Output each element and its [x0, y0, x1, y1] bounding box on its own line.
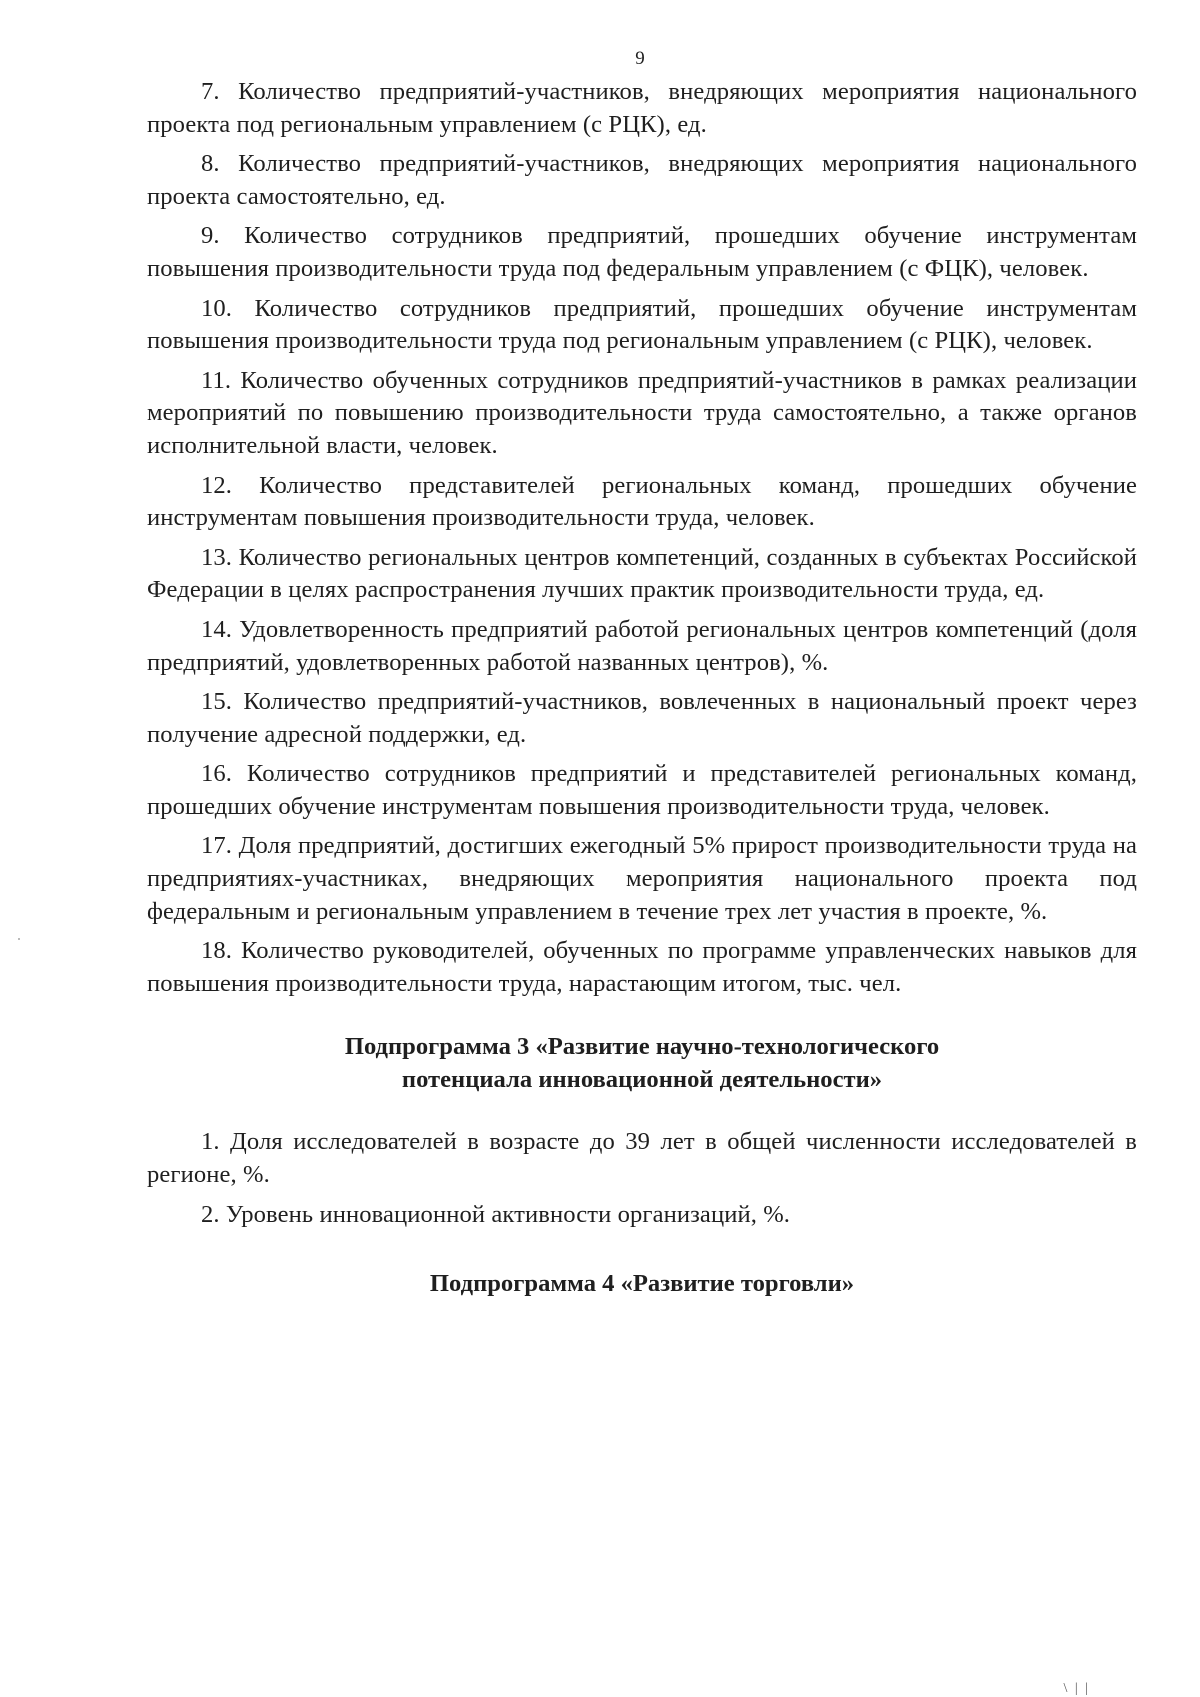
- subprogram-3-title-line-2: потенциала инновационной деятельности»: [401, 1066, 883, 1094]
- subprogram-3-item-2: 2. Уровень инновационной активности организаций, %.: [201, 1200, 791, 1228]
- paragraph-item-15: 15. Количество предприятий-участников, вовлеченных в национальный проект через получение адресной поддержки, ед.: [147, 688, 1137, 748]
- paragraph-item-9: 9. Количество сотрудников предприятий, прошедших обучение инструментам повышения производительности труда под федеральным управлением (с ФЦК), человек.: [147, 222, 1137, 282]
- document-body: [147, 76, 1137, 1300]
- paragraph-item-8: 8. Количество предприятий-участников, внедряющих мероприятия национального проекта самостоятельно, ед.: [147, 150, 1137, 210]
- paragraph-item-10: 10. Количество сотрудников предприятий, прошедших обучение инструментам повышения производительности труда под региональным управлением (с РЦК), человек.: [147, 294, 1137, 355]
- paragraph-item-12: 12. Количество представителей региональных команд, прошедших обучение инструментам повышения производительности труда, человек.: [147, 471, 1137, 532]
- page-number: 9: [635, 48, 645, 69]
- paragraph-item-17: 17. Доля предприятий, достигших ежегодный 5% прирост производительности труда на предприятиях-участниках, внедряющих мероприятия национального проекта под федеральным и региональным управлением в течение трех лет участия в проекте, %.: [147, 832, 1137, 925]
- subprogram-4-heading: Подпрограмма 4 «Развитие торговли»: [429, 1270, 855, 1298]
- paragraph-item-13: 13. Количество региональных центров компетенций, созданных в субъектах Российской Федерации в целях распространения лучших практик производительности труда, ед.: [147, 543, 1137, 604]
- subprogram-3-heading: [147, 1030, 1137, 1096]
- subprogram-3-item-1: 1. Доля исследователей в возрасте до 39 лет в общей численности исследователей в регионе, %.: [147, 1128, 1137, 1189]
- paragraph-item-16: 16. Количество сотрудников предприятий и представителей региональных команд, прошедших обучение инструментам повышения производительности труда, человек.: [147, 760, 1137, 820]
- paragraph-item-18: 18. Количество руководителей, обученных по программе управленческих навыков для повышения производительности труда, нарастающим итогом, тыс. чел.: [147, 937, 1137, 997]
- scan-artifact-mark: \ | |: [1063, 1681, 1090, 1696]
- paragraph-item-7: 7. Количество предприятий-участников, внедряющих мероприятия национального проекта под региональным управлением (с РЦК), ед.: [147, 78, 1137, 138]
- paragraph-item-14: 14. Удовлетворенность предприятий работой региональных центров компетенций (доля предприятий, удовлетворенных работой названных центров), %.: [147, 615, 1137, 676]
- subprogram-3-title-line-1: Подпрограмма 3 «Развитие научно-технологического: [344, 1033, 940, 1061]
- paragraph-item-11: 11. Количество обученных сотрудников предприятий-участников в рамках реализации мероприятий по повышению производительности труда самостоятельно, а также органов исполнительной власти, человек.: [147, 366, 1137, 459]
- scan-artifact-dot: [18, 938, 20, 940]
